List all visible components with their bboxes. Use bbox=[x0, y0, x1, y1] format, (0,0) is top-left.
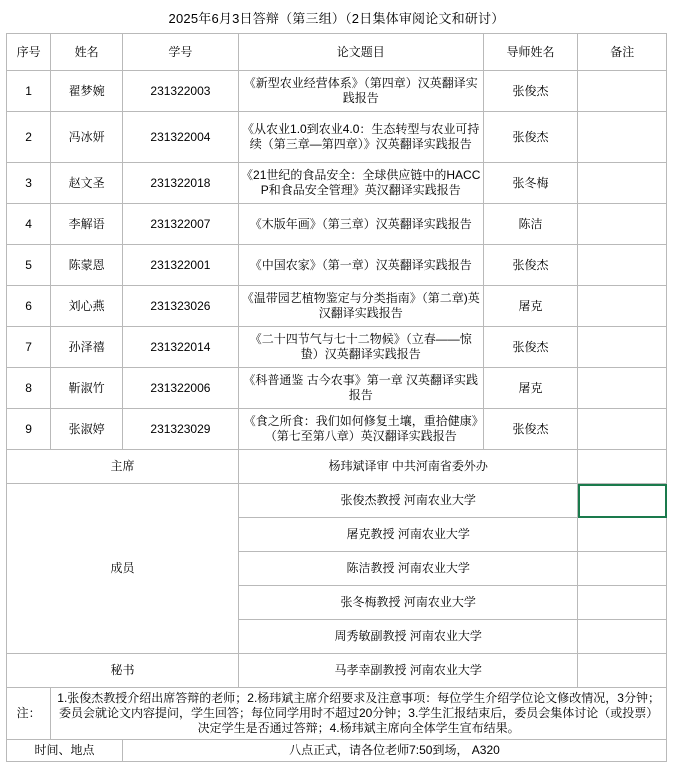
table-row[interactable] bbox=[7, 163, 667, 204]
table-row[interactable] bbox=[7, 71, 667, 112]
cell-note[interactable] bbox=[578, 518, 667, 552]
cell-advisor[interactable]: 张俊杰 bbox=[483, 112, 578, 163]
cell-seq[interactable]: 8 bbox=[7, 368, 51, 409]
table-header-row bbox=[7, 34, 667, 71]
committee-chair-value[interactable]: 杨玮斌译审 中共河南省委外办 bbox=[238, 450, 577, 484]
cell-paper[interactable]: 《新型农业经营体系》（第四章）汉英翻译实践报告 bbox=[238, 71, 483, 112]
cell-id[interactable]: 231322014 bbox=[122, 327, 238, 368]
cell-note[interactable] bbox=[578, 409, 667, 450]
cell-seq[interactable]: 5 bbox=[7, 245, 51, 286]
defense-schedule-table bbox=[6, 33, 667, 762]
cell-note[interactable] bbox=[578, 245, 667, 286]
cell-note[interactable] bbox=[578, 112, 667, 163]
cell-advisor[interactable]: 张俊杰 bbox=[483, 409, 578, 450]
footer-note-row[interactable] bbox=[7, 688, 667, 740]
committee-member-value[interactable]: 屠克教授 河南农业大学 bbox=[238, 518, 577, 552]
cell-id[interactable]: 231322004 bbox=[122, 112, 238, 163]
cell-name[interactable]: 冯冰妍 bbox=[51, 112, 123, 163]
cell-advisor[interactable]: 张冬梅 bbox=[483, 163, 578, 204]
committee-member-value[interactable]: 张俊杰教授 河南农业大学 bbox=[238, 484, 577, 518]
cell-advisor[interactable]: 张俊杰 bbox=[483, 327, 578, 368]
cell-name[interactable]: 陈蒙恩 bbox=[51, 245, 123, 286]
cell-paper[interactable]: 《温带园艺植物鉴定与分类指南》（第二章)英汉翻译实践报告 bbox=[238, 286, 483, 327]
cell-note[interactable] bbox=[578, 71, 667, 112]
cell-note[interactable] bbox=[578, 286, 667, 327]
committee-member-value[interactable]: 周秀敏副教授 河南农业大学 bbox=[238, 620, 577, 654]
committee-member-value[interactable]: 张冬梅教授 河南农业大学 bbox=[238, 586, 577, 620]
cell-note[interactable] bbox=[578, 586, 667, 620]
cell-name[interactable]: 刘心燕 bbox=[51, 286, 123, 327]
column-header-advisor: 导师姓名 bbox=[483, 34, 578, 71]
cell-paper[interactable]: 《21世纪的食品安全：全球供应链中的HACCP和食品安全管理》英汉翻译实践报告 bbox=[238, 163, 483, 204]
footer-time-row[interactable] bbox=[7, 740, 667, 762]
column-header-note: 备注 bbox=[578, 34, 667, 71]
cell-paper[interactable]: 《从农业1.0到农业4.0：生态转型与农业可持续（第三章—第四章）》汉英翻译实践报告 bbox=[238, 112, 483, 163]
cell-seq[interactable]: 6 bbox=[7, 286, 51, 327]
table-row[interactable] bbox=[7, 286, 667, 327]
cell-note[interactable] bbox=[578, 450, 667, 484]
cell-note[interactable] bbox=[578, 654, 667, 688]
cell-note[interactable] bbox=[578, 327, 667, 368]
cell-id[interactable]: 231322007 bbox=[122, 204, 238, 245]
table-row[interactable] bbox=[7, 368, 667, 409]
column-header-paper: 论文题目 bbox=[238, 34, 483, 71]
cell-name[interactable]: 孙泽禧 bbox=[51, 327, 123, 368]
committee-secretary-label[interactable]: 秘书 bbox=[7, 654, 239, 688]
committee-secretary-value[interactable]: 马孝幸副教授 河南农业大学 bbox=[238, 654, 577, 688]
committee-chair-row[interactable] bbox=[7, 450, 667, 484]
cell-note[interactable] bbox=[578, 204, 667, 245]
committee-members-label[interactable]: 成员 bbox=[7, 484, 239, 654]
cell-seq[interactable]: 2 bbox=[7, 112, 51, 163]
column-header-seq: 序号 bbox=[7, 34, 51, 71]
cell-note[interactable] bbox=[578, 368, 667, 409]
cell-advisor[interactable]: 张俊杰 bbox=[483, 71, 578, 112]
table-row[interactable] bbox=[7, 204, 667, 245]
cell-advisor[interactable]: 屠克 bbox=[483, 286, 578, 327]
cell-advisor[interactable]: 陈洁 bbox=[483, 204, 578, 245]
committee-member-row[interactable] bbox=[7, 484, 667, 518]
cell-note-selected[interactable] bbox=[578, 484, 667, 518]
cell-advisor[interactable]: 张俊杰 bbox=[483, 245, 578, 286]
cell-paper[interactable]: 《科普通鉴 古今农事》第一章 汉英翻译实践报告 bbox=[238, 368, 483, 409]
footer-note-label[interactable]: 注： bbox=[7, 688, 51, 740]
cell-paper[interactable]: 《中国农家》（第一章）汉英翻译实践报告 bbox=[238, 245, 483, 286]
footer-note-text[interactable]: 1.张俊杰教授介绍出席答辩的老师；2.杨玮斌主席介绍要求及注意事项：每位学生介绍学位论文修改情况，3分钟；委员会就论文内容提问，学生回答；每位同学用时不超过20分钟；3.学生汇报结束后，委员会集体讨论（或投票）决定学生是否通过答辩；4.杨玮斌主席向全体学生宣布结果。 bbox=[51, 688, 667, 740]
table-row[interactable] bbox=[7, 327, 667, 368]
cell-id[interactable]: 231323029 bbox=[122, 409, 238, 450]
cell-paper[interactable]: 《食之所食：我们如何修复土壤，重拾健康》（第七至第八章）英汉翻译实践报告 bbox=[238, 409, 483, 450]
footer-time-label[interactable]: 时间、地点 bbox=[7, 740, 123, 762]
cell-note[interactable] bbox=[578, 620, 667, 654]
cell-seq[interactable]: 7 bbox=[7, 327, 51, 368]
cell-name[interactable]: 李解语 bbox=[51, 204, 123, 245]
table-row[interactable] bbox=[7, 409, 667, 450]
cell-seq[interactable]: 1 bbox=[7, 71, 51, 112]
page-title: 2025年6月3日答辩（第三组）（2日集体审阅论文和研讨） bbox=[168, 11, 505, 26]
cell-name[interactable]: 靳淑竹 bbox=[51, 368, 123, 409]
cell-id[interactable]: 231322003 bbox=[122, 71, 238, 112]
column-header-id: 学号 bbox=[122, 34, 238, 71]
table-row[interactable] bbox=[7, 112, 667, 163]
column-header-name: 姓名 bbox=[51, 34, 123, 71]
cell-advisor[interactable]: 屠克 bbox=[483, 368, 578, 409]
cell-seq[interactable]: 4 bbox=[7, 204, 51, 245]
table-row[interactable] bbox=[7, 245, 667, 286]
cell-note[interactable] bbox=[578, 552, 667, 586]
cell-note[interactable] bbox=[578, 163, 667, 204]
cell-id[interactable]: 231322001 bbox=[122, 245, 238, 286]
cell-name[interactable]: 翟梦婉 bbox=[51, 71, 123, 112]
cell-id[interactable]: 231322006 bbox=[122, 368, 238, 409]
committee-member-value[interactable]: 陈洁教授 河南农业大学 bbox=[238, 552, 577, 586]
cell-name[interactable]: 张淑婷 bbox=[51, 409, 123, 450]
cell-id[interactable]: 231323026 bbox=[122, 286, 238, 327]
cell-paper[interactable]: 《二十四节气与七十二物候》（立春——惊蛰）汉英翻译实践报告 bbox=[238, 327, 483, 368]
committee-secretary-row[interactable] bbox=[7, 654, 667, 688]
cell-id[interactable]: 231322018 bbox=[122, 163, 238, 204]
cell-paper[interactable]: 《木版年画》（第三章）汉英翻译实践报告 bbox=[238, 204, 483, 245]
cell-name[interactable]: 赵文圣 bbox=[51, 163, 123, 204]
committee-chair-label[interactable]: 主席 bbox=[7, 450, 239, 484]
cell-seq[interactable]: 9 bbox=[7, 409, 51, 450]
cell-seq[interactable]: 3 bbox=[7, 163, 51, 204]
footer-time-value[interactable]: 八点正式，请各位老师7:50到场， A320 bbox=[122, 740, 666, 762]
